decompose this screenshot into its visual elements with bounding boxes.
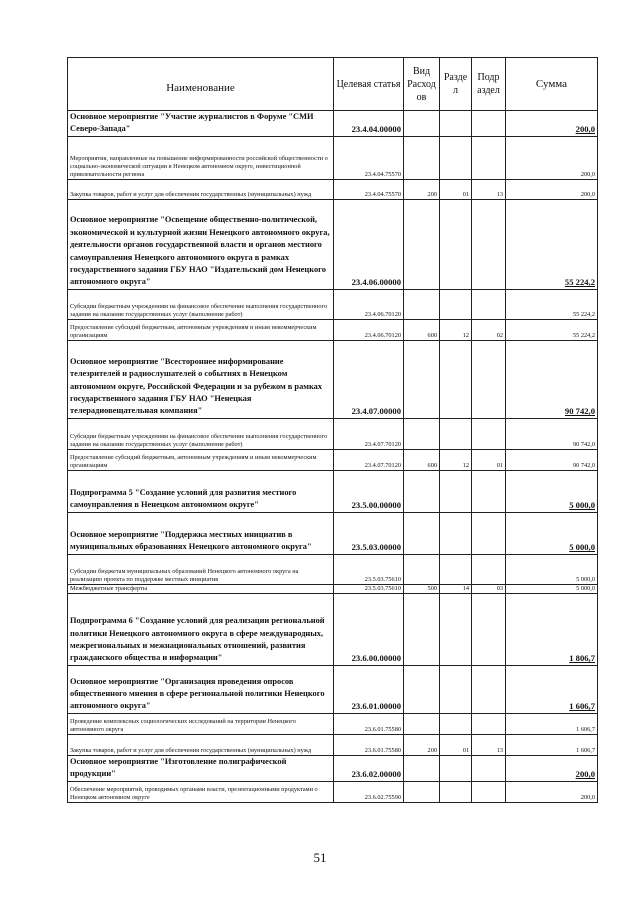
header-type: Вид Расход ов <box>404 58 440 111</box>
cell-type <box>404 512 440 554</box>
cell-target: 23.4.06.00000 <box>334 199 404 289</box>
table-row <box>68 734 598 755</box>
cell-subsection <box>472 593 506 665</box>
table-row <box>68 781 598 802</box>
cell-name: Основное мероприятие "Организация проведения опросов общественного мнения в сфере региональной политики Ненецкого автономного округа" <box>68 665 334 713</box>
cell-sum: 5 000,0 <box>506 584 598 593</box>
cell-target: 23.4.04.00000 <box>334 111 404 137</box>
cell-type: 500 <box>404 584 440 593</box>
table-row <box>68 512 598 554</box>
cell-sum: 200,0 <box>506 111 598 137</box>
cell-section <box>440 512 472 554</box>
header-row <box>68 58 598 111</box>
cell-name: Межбюджетные трансферты <box>68 584 334 593</box>
cell-subsection <box>472 289 506 319</box>
cell-sum: 55 224,2 <box>506 319 598 340</box>
table-row <box>68 199 598 289</box>
cell-name: Предоставление субсидий бюджетным, автономным учреждениям и иным некоммерческим организациям <box>68 449 334 470</box>
cell-type <box>404 781 440 802</box>
cell-subsection <box>472 554 506 584</box>
cell-type: 600 <box>404 319 440 340</box>
table-row <box>68 593 598 665</box>
cell-type <box>404 665 440 713</box>
cell-section <box>440 713 472 734</box>
cell-subsection <box>472 470 506 512</box>
cell-section: 12 <box>440 449 472 470</box>
cell-sum: 55 224,2 <box>506 289 598 319</box>
cell-name: Субсидии бюджетным учреждениям на финансовое обеспечение выполнения государственного задания на оказание государственных услуг (выполнение работ) <box>68 418 334 449</box>
cell-subsection: 01 <box>472 449 506 470</box>
cell-name: Основное мероприятие "Поддержка местных инициатив в муниципальных образованиях Ненецкого автономного округа" <box>68 512 334 554</box>
cell-subsection <box>472 136 506 179</box>
table-header <box>68 58 598 111</box>
table-row <box>68 289 598 319</box>
cell-sum: 1 606,7 <box>506 713 598 734</box>
cell-name: Проведение комплексных социологических исследований на территории Ненецкого автономного округа <box>68 713 334 734</box>
cell-type <box>404 554 440 584</box>
cell-section <box>440 781 472 802</box>
cell-name: Основное мероприятие "Изготовление полиграфической продукции" <box>68 755 334 781</box>
cell-sum: 200,0 <box>506 781 598 802</box>
cell-target: 23.4.06.70120 <box>334 319 404 340</box>
cell-section <box>440 199 472 289</box>
page-number: 51 <box>313 850 327 865</box>
cell-type <box>404 199 440 289</box>
cell-target: 23.4.07.70120 <box>334 449 404 470</box>
cell-sum: 1 606,7 <box>506 665 598 713</box>
cell-subsection: 02 <box>472 319 506 340</box>
table-row <box>68 418 598 449</box>
cell-type <box>404 593 440 665</box>
cell-subsection: 13 <box>472 734 506 755</box>
cell-sum: 90 742,0 <box>506 340 598 418</box>
cell-type <box>404 755 440 781</box>
cell-name: Основное мероприятие "Участие журналистов в Форуме "СМИ Северо-Запада" <box>68 111 334 137</box>
cell-section: 14 <box>440 584 472 593</box>
cell-name: Основное мероприятие "Всестороннее информирование телезрителей и радиослушателей о событиях в Ненецком автономном округе, Российской Федерации и за рубежом в рамках государственного задания ГБУ НАО "Ненецкая телерадиовещательная компания" <box>68 340 334 418</box>
cell-target: 23.6.01.75580 <box>334 734 404 755</box>
cell-target: 23.5.03.75610 <box>334 554 404 584</box>
cell-section <box>440 755 472 781</box>
cell-type: 200 <box>404 179 440 199</box>
cell-subsection <box>472 199 506 289</box>
table-row <box>68 554 598 584</box>
cell-section: 01 <box>440 179 472 199</box>
cell-target: 23.4.04.75570 <box>334 136 404 179</box>
cell-type <box>404 289 440 319</box>
cell-type <box>404 470 440 512</box>
cell-target: 23.6.00.00000 <box>334 593 404 665</box>
table-row <box>68 713 598 734</box>
cell-section: 12 <box>440 319 472 340</box>
cell-sum: 55 224,2 <box>506 199 598 289</box>
header-sum: Сумма <box>506 58 598 111</box>
cell-target: 23.6.01.75580 <box>334 713 404 734</box>
cell-subsection <box>472 755 506 781</box>
cell-target: 23.4.07.70120 <box>334 418 404 449</box>
cell-type <box>404 111 440 137</box>
cell-section <box>440 340 472 418</box>
cell-type <box>404 713 440 734</box>
cell-subsection <box>472 512 506 554</box>
cell-name: Закупка товаров, работ и услуг для обеспечения государственных (муниципальных) нужд <box>68 734 334 755</box>
cell-sum: 1 806,7 <box>506 593 598 665</box>
cell-target: 23.5.03.00000 <box>334 512 404 554</box>
cell-subsection <box>472 781 506 802</box>
cell-section <box>440 136 472 179</box>
cell-target: 23.4.07.00000 <box>334 340 404 418</box>
header-section: Разде л <box>440 58 472 111</box>
header-name: Наименование <box>68 58 334 111</box>
cell-section <box>440 593 472 665</box>
cell-sum: 90 742,0 <box>506 449 598 470</box>
cell-name: Мероприятия, направленные на повышение информированности российской общественности о социально-экономической ситуации в Ненецком автономном округе, инвестиционной привлекательности региона <box>68 136 334 179</box>
cell-subsection: 13 <box>472 179 506 199</box>
budget-table <box>67 57 598 803</box>
cell-target: 23.6.02.00000 <box>334 755 404 781</box>
cell-section <box>440 111 472 137</box>
table-row <box>68 665 598 713</box>
table-row <box>68 319 598 340</box>
cell-type <box>404 418 440 449</box>
cell-target: 23.4.06.70120 <box>334 289 404 319</box>
cell-name: Основное мероприятие "Освещение общественно-политической, экономической и культурной жизни Ненецкого автономного округа, деятельности органов государственной власти и органов местного самоуправления Ненецкого автономного округа в рамках государственного задания ГБУ НАО "Издательский дом Ненецкого автономного округа" <box>68 199 334 289</box>
cell-name: Подпрограмма 5 "Создание условий для развития местного самоуправления в Ненецком автономном округе" <box>68 470 334 512</box>
table-row <box>68 449 598 470</box>
cell-name: Субсидии бюджетам муниципальных образований Ненецкого автономного округа на реализацию проекта по поддержке местных инициатив <box>68 554 334 584</box>
table-row <box>68 179 598 199</box>
cell-subsection <box>472 713 506 734</box>
cell-target: 23.4.04.75570 <box>334 179 404 199</box>
cell-name: Подпрограмма 6 "Создание условий для реализации региональной политики Ненецкого автономного округа в сфере международных, межрегиональных и межнациональных отношений, развития гражданского общества и информации" <box>68 593 334 665</box>
cell-type: 200 <box>404 734 440 755</box>
cell-target: 23.6.01.00000 <box>334 665 404 713</box>
cell-name: Субсидии бюджетным учреждениям на финансовое обеспечение выполнения государственного задания на оказание государственных услуг (выполнение работ) <box>68 289 334 319</box>
cell-section <box>440 289 472 319</box>
cell-type <box>404 340 440 418</box>
table-row <box>68 340 598 418</box>
cell-section: 01 <box>440 734 472 755</box>
cell-target: 23.5.00.00000 <box>334 470 404 512</box>
table-row <box>68 755 598 781</box>
cell-subsection: 03 <box>472 584 506 593</box>
cell-sum: 200,0 <box>506 755 598 781</box>
table-body <box>68 111 598 803</box>
table-row <box>68 470 598 512</box>
cell-name: Предоставление субсидий бюджетным, автономным учреждениям и иным некоммерческим организациям <box>68 319 334 340</box>
cell-sum: 5 000,0 <box>506 554 598 584</box>
table-row <box>68 584 598 593</box>
cell-type: 600 <box>404 449 440 470</box>
cell-subsection <box>472 111 506 137</box>
cell-sum: 200,0 <box>506 179 598 199</box>
cell-target: 23.5.03.75610 <box>334 584 404 593</box>
cell-sum: 200,0 <box>506 136 598 179</box>
cell-section <box>440 418 472 449</box>
header-subsection: Подр аздел <box>472 58 506 111</box>
cell-target: 23.6.02.75590 <box>334 781 404 802</box>
table-row <box>68 111 598 137</box>
cell-sum: 5 000,0 <box>506 470 598 512</box>
cell-sum: 1 606,7 <box>506 734 598 755</box>
cell-sum: 90 742,0 <box>506 418 598 449</box>
cell-name: Закупка товаров, работ и услуг для обеспечения государственных (муниципальных) нужд <box>68 179 334 199</box>
cell-name: Обеспечение мероприятий, проводимых органами власти, презентационными продуктами о Ненецком автономном округе <box>68 781 334 802</box>
header-target: Целевая статья <box>334 58 404 111</box>
cell-subsection <box>472 418 506 449</box>
cell-section <box>440 470 472 512</box>
cell-section <box>440 665 472 713</box>
cell-subsection <box>472 340 506 418</box>
cell-type <box>404 136 440 179</box>
cell-sum: 5 000,0 <box>506 512 598 554</box>
cell-section <box>440 554 472 584</box>
table-row <box>68 136 598 179</box>
cell-subsection <box>472 665 506 713</box>
